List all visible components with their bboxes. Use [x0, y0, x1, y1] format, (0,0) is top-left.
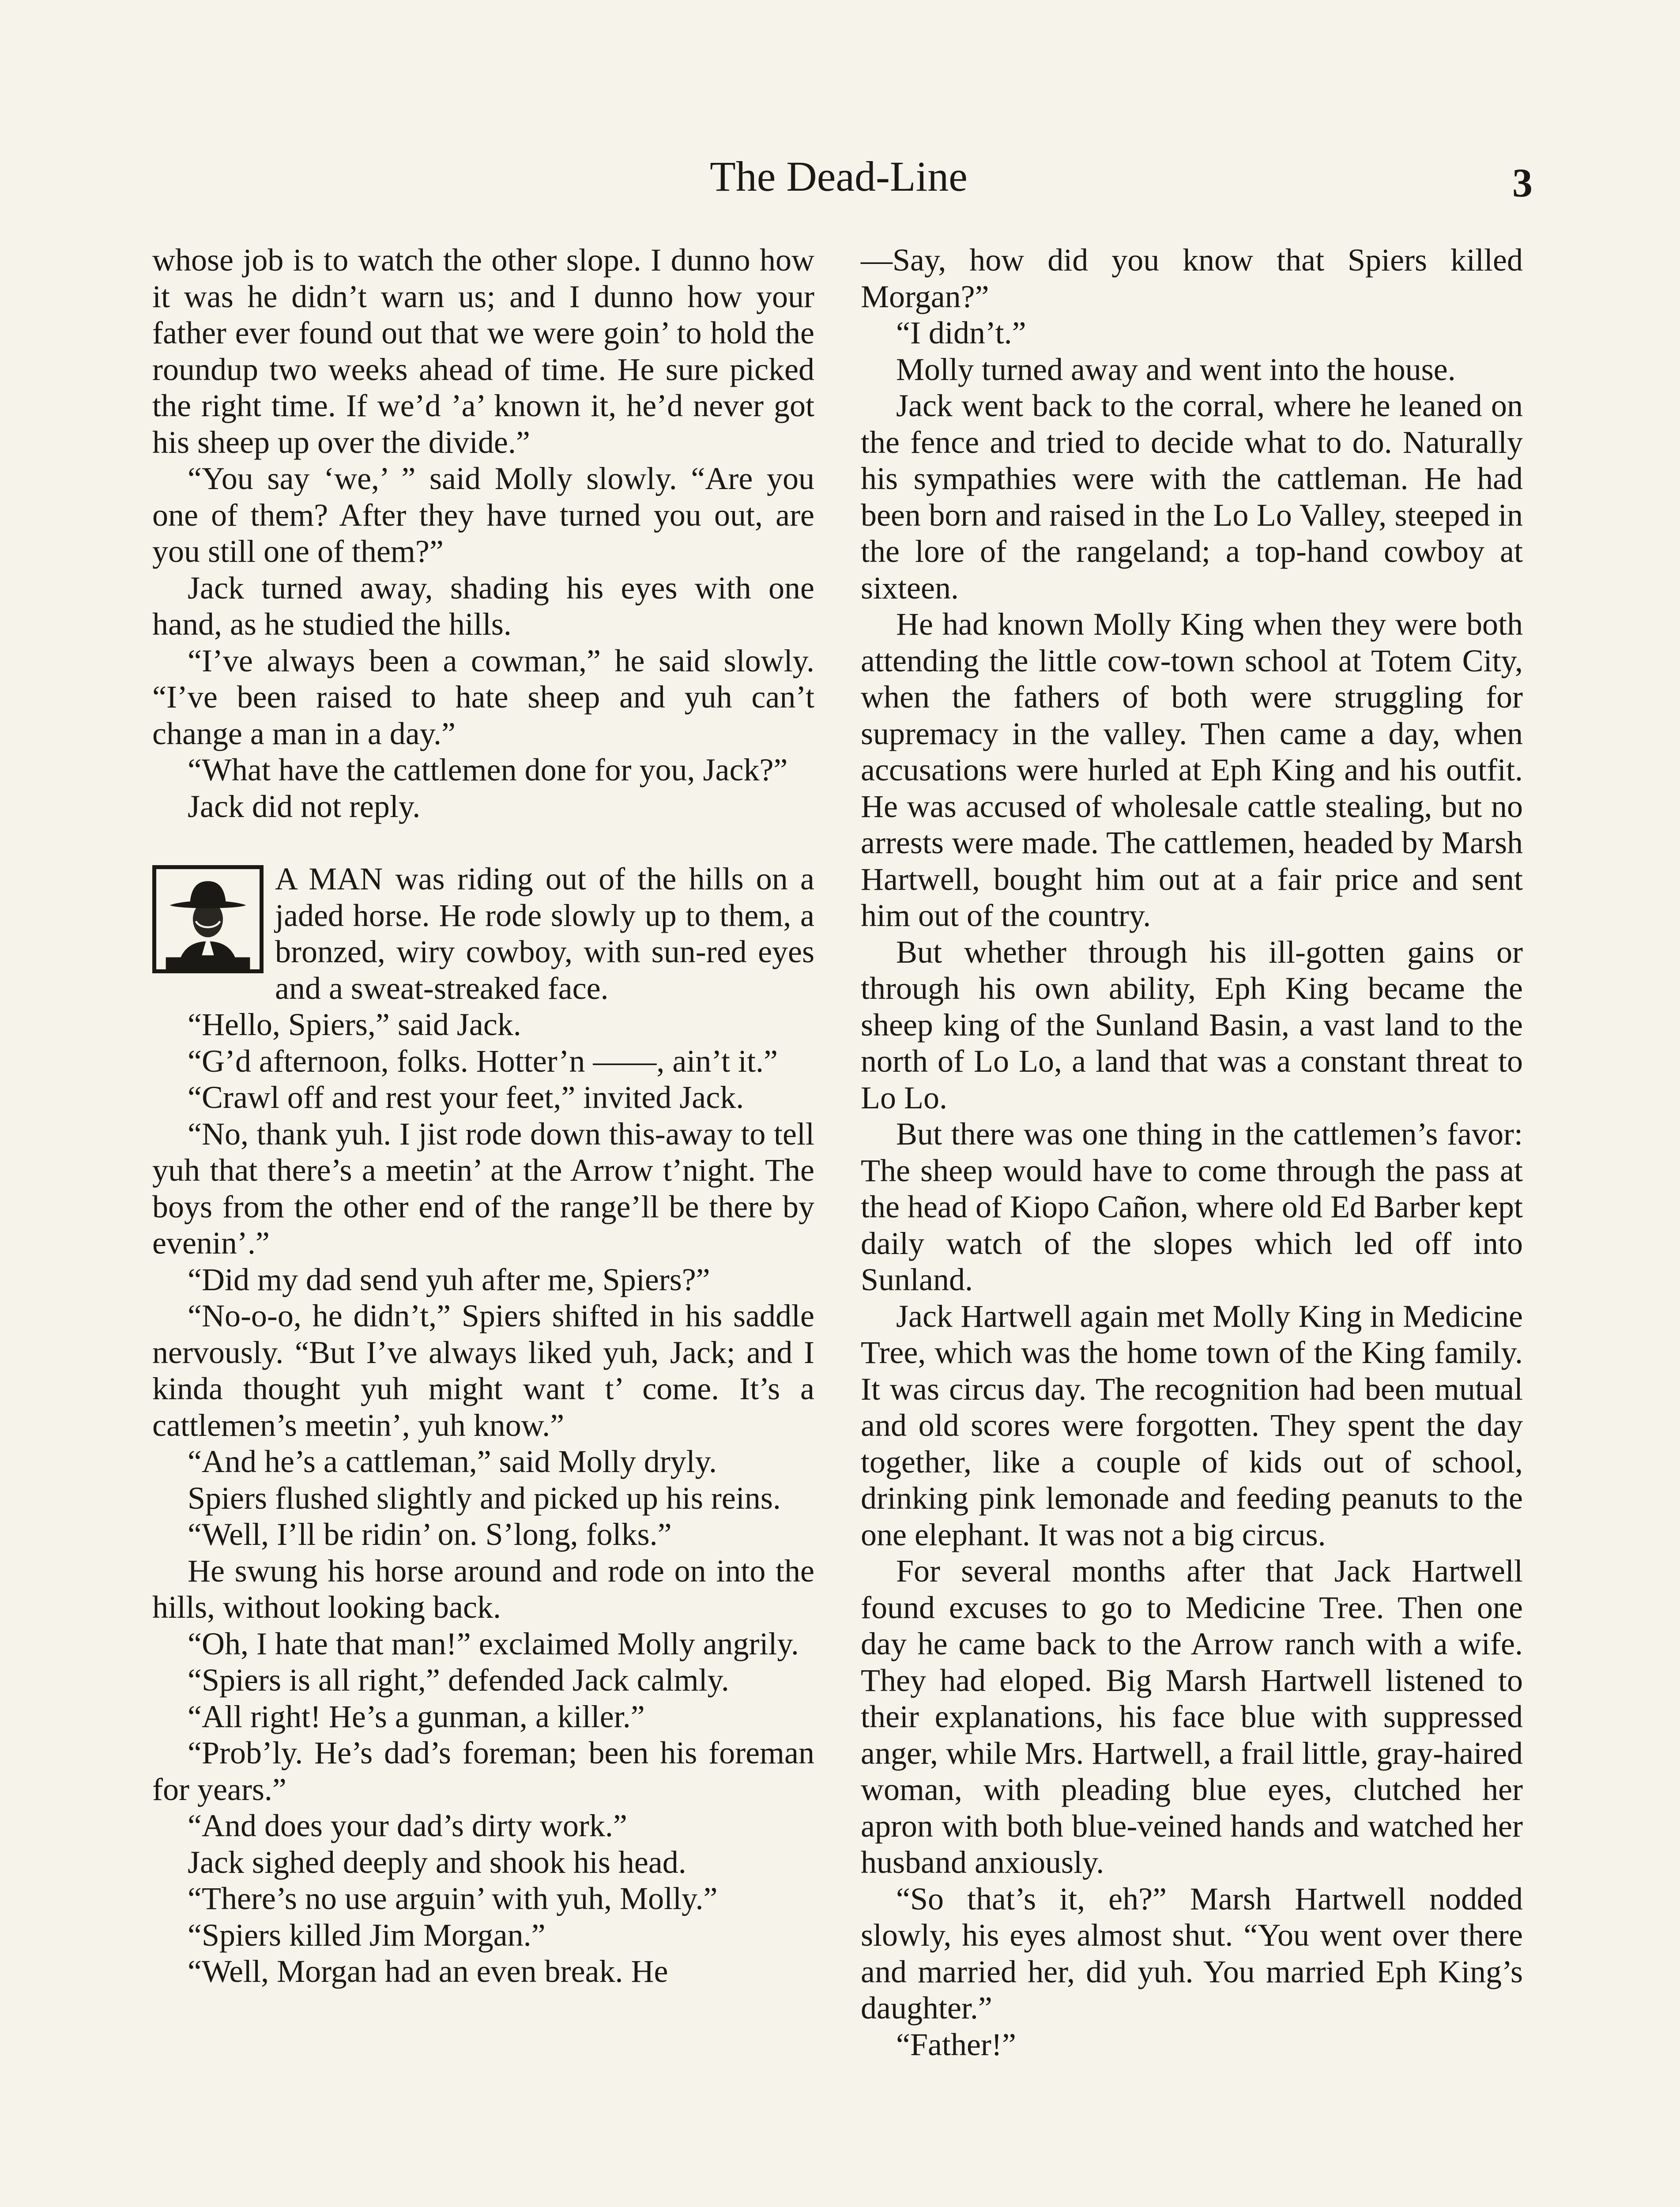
paragraph: “What have the cattlemen done for you, Jack?”: [188, 752, 788, 787]
paragraph: “There’s no use arguin’ with yuh, Molly.”: [188, 1881, 718, 1916]
paragraph: Jack went back to the corral, where he leaned on the fence and tried to decide what to do. Naturally his sympathies were with the cattleman. He had been born and raised in the Lo Lo Valley, steeped in the lore of the rangeland; a top-hand cowboy at sixteen.: [861, 388, 1523, 606]
page-number: 3: [1512, 160, 1533, 205]
paragraph: whose job is to watch the other slope. I dunno how it was he didn’t warn us; and I dunno how your father ever found out that we were goin’ to hold the roundup two weeks ahead of time. He sure picked the right time. If we’d ’a’ known it, he’d never got his sheep up over the divide.”: [152, 242, 814, 460]
paragraph: But whether through his ill-gotten gains or through his own ability, Eph King became the sheep king of the Sunland Basin, a vast land to the north of Lo Lo, a land that was a constant threat to Lo Lo.: [861, 934, 1523, 1115]
paragraph: “Well, I’ll be ridin’ on. S’long, folks.”: [188, 1517, 672, 1552]
paragraph: “No, thank yuh. I jist rode down this-away to tell yuh that there’s a meetin’ at the Arrow t’night. The boys from the other end of the range’ll be there by evenin’.”: [152, 1116, 814, 1261]
paragraph: “Prob’ly. He’s dad’s foreman; been his foreman for years.”: [152, 1735, 814, 1807]
paragraph: Jack Hartwell again met Molly King in Medicine Tree, which was the home town of the King family. It was circus day. The recognition had been mutual and old scores were forgotten. They spent the day together, like a couple of kids out of school, drinking pink lemonade and feeding peanuts to the one elephant. It was not a big circus.: [861, 1298, 1523, 1552]
paragraph: “And does your dad’s dirty work.”: [188, 1808, 627, 1843]
page-header: [150, 146, 1533, 207]
paragraph: Molly turned away and went into the house.: [896, 351, 1456, 387]
paragraph: “G’d afternoon, folks. Hotter’n ——, ain’t it.”: [188, 1043, 778, 1079]
paragraph: “Hello, Spiers,” said Jack.: [188, 1007, 521, 1042]
paragraph: “Did my dad send yuh after me, Spiers?”: [188, 1262, 710, 1297]
paragraph: —Say, how did you know that Spiers killed Morgan?”: [861, 242, 1523, 314]
paragraph: He swung his horse around and rode on into the hills, without looking back.: [152, 1553, 814, 1625]
right-column: [861, 242, 1523, 2063]
paragraph: Jack sighed deeply and shook his head.: [188, 1844, 686, 1880]
paragraph: “No-o-o, he didn’t,” Spiers shifted in his saddle nervously. “But I’ve always liked yuh, Jack; and I kinda thought yuh might want t’ come. It’s a cattlemen’s meetin’, yuh know.”: [152, 1298, 814, 1443]
paragraph: Spiers flushed slightly and picked up his reins.: [188, 1480, 781, 1516]
paragraph: “You say ‘we,’ ” said Molly slowly. “Are you one of them? After they have turned you out, are you still one of them?”: [152, 461, 814, 569]
paragraph: “I’ve always been a cowman,” he said slowly. “I’ve been raised to hate sheep and yuh can’t change a man in a day.”: [152, 643, 814, 751]
paragraph: He had known Molly King when they were both attending the little cow-town school at Totem City, when the fathers of both were struggling for supremacy in the valley. Then came a day, when accusations were hurled at Eph King and his outfit. He was accused of wholesale cattle stealing, but no arrests were made. The cattlemen, headed by Marsh Hartwell, bought him out at a fair price and sent him out of the country.: [861, 606, 1523, 933]
paragraph: “All right! He’s a gunman, a killer.”: [188, 1699, 645, 1734]
paragraph: For several months after that Jack Hartwell found excuses to go to Medicine Tree. Then one day he came back to the Arrow ranch with a wife. They had eloped. Big Marsh Hartwell listened to their explanations, his face blue with suppressed anger, while Mrs. Hartwell, a frail little, gray-haired woman, with pleading blue eyes, clutched her apron with both blue-veined hands and watched her husband anxiously.: [861, 1553, 1523, 1880]
section-break: [152, 825, 814, 861]
paragraph: Jack did not reply.: [188, 788, 421, 824]
running-title: The Dead-Line: [710, 153, 968, 200]
paragraph: Jack turned away, shading his eyes with one hand, as he studied the hills.: [152, 570, 814, 642]
paragraph: “Spiers killed Jim Morgan.”: [188, 1917, 546, 1953]
paragraph: A MAN was riding out of the hills on a jaded horse. He rode slowly up to them, a bronzed, wiry cowboy, with sun-red eyes and a sweat-streaked face.: [275, 861, 814, 1006]
paragraph: “Crawl off and rest your feet,” invited Jack.: [188, 1080, 744, 1115]
left-column: [152, 242, 814, 1990]
paragraph: “So that’s it, eh?” Marsh Hartwell nodded slowly, his eyes almost shut. “You went over there and married her, did yuh. You married Eph King’s daughter.”: [861, 1881, 1523, 2026]
cowboy-portrait-icon: [152, 865, 264, 973]
paragraph: But there was one thing in the cattlemen’s favor: The sheep would have to come through the pass at the head of Kiopo Cañon, where old Ed Barber kept daily watch of the slopes which led off into Sunland.: [861, 1116, 1523, 1297]
paragraph: “Spiers is all right,” defended Jack calmly.: [188, 1662, 729, 1698]
paragraph: “And he’s a cattleman,” said Molly dryly.: [188, 1444, 717, 1479]
paragraph: “I didn’t.”: [896, 315, 1026, 350]
paragraph: “Oh, I hate that man!” exclaimed Molly angrily.: [188, 1626, 799, 1661]
paragraph: “Well, Morgan had an even break. He: [188, 1954, 668, 1989]
paragraph: “Father!”: [896, 2026, 1016, 2062]
